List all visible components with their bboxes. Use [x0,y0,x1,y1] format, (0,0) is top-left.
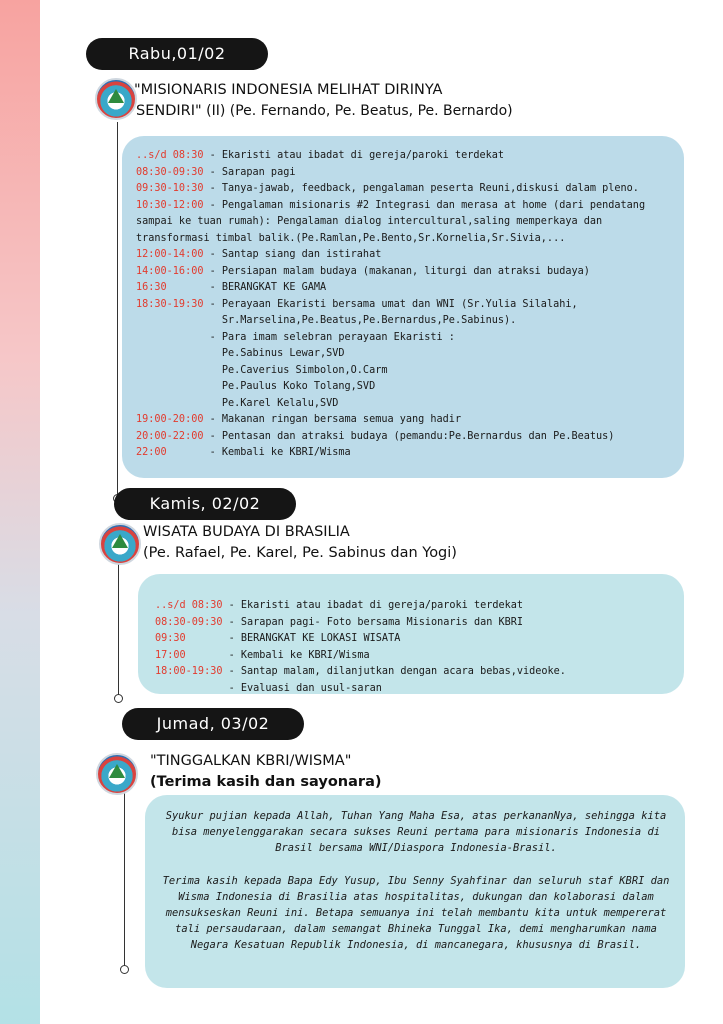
schedule-time: 09:30-10:30 [136,183,204,194]
schedule-description: - Pengalaman misionaris #2 Integrasi dan merasa at home (dari pendatang [203,199,646,211]
schedule-time: 22:00 [136,447,204,458]
schedule-row [136,363,645,380]
schedule-row [136,148,645,165]
day1-presenters: (II) (Pe. Fernando, Pe. Beatus, Pe. Bernardo) [201,103,513,119]
schedule-time [136,396,203,413]
timeline-dot-3 [120,965,129,974]
schedule-row [155,598,566,615]
schedule-row [155,615,566,632]
schedule-row [136,231,645,248]
schedule-time [136,363,203,380]
schedule-row [136,412,645,429]
schedule-row [136,165,645,182]
day3-title-line2: (Terima kasih dan sayonara) [150,774,382,790]
schedule-description: - Sarapan pagi [203,166,296,178]
schedule-time: 12:00-14:00 [136,249,204,260]
day-pill-rabu: Rabu,01/02 [86,38,268,70]
schedule-time [136,379,203,396]
schedule-description: - BERANGKAT KE LOKASI WISATA [222,633,401,644]
schedule-row [155,648,566,665]
closing-message [160,808,672,970]
schedule-row [136,280,645,297]
schedule-description: - Evaluasi dan usul-saran [222,682,382,694]
schedule-time: 17:00 [155,649,223,661]
side-stripe [0,0,40,1024]
schedule-time: 10:30-12:00 [136,199,204,211]
schedule-description: Pe.Paulus Koko Tolang,SVD [203,381,376,392]
closing-paragraph-2: Terima kasih kepada Bapa Edy Yusup, Ibu Senny Syahfinar dan seluruh staf KBRI dan Wisma Indonesia di Brasilia atas hospitalitas, dukungan dan kolaborasi dalam mensukseskan Reuni ini. Betapa semuanya ini telah membantu kita untuk mempererat tali persaudaraan, dalam semangat Bhineka Tunggal Ika, demi mengharumkan nama Negara Kesatuan Republik Indonesia, di mancanegara, khususnya di Brasil. [162,874,670,952]
schedule-description: Pe.Caverius Simbolon,O.Carm [203,364,388,376]
day1-title-line2 [134,101,694,122]
schedule-time: ..s/d 08:30 [155,600,223,611]
schedule-time: 09:30 [155,633,223,644]
day3-title-line1: "TINGGALKAN KBRI/WISMA" [150,753,352,769]
day1-title-main: SENDIRI" [136,103,202,119]
schedule-row [136,445,645,462]
reuni-logo-icon [95,78,137,120]
schedule-description: sampai ke tuan rumah): Pengalaman dialog intercultural,saling memperkaya dan [136,216,603,227]
day2-title-line2: (Pe. Rafael, Pe. Karel, Pe. Sabinus dan Yogi) [143,545,457,561]
schedule-time [136,346,203,363]
schedule-description: - Pentasan dan atraksi budaya (pemandu:Pe.Bernardus dan Pe.Beatus) [203,430,615,442]
schedule-time: 14:00-16:00 [136,265,204,277]
schedule-row [136,330,645,347]
schedule-row [136,181,645,198]
day-pill-jumad: Jumad, 03/02 [122,708,304,740]
schedule-row [136,396,645,413]
day2-heading [143,522,683,564]
schedule-description: - Para imam selebran perayaan Ekaristi : [203,331,455,343]
schedule-description: - Santap siang dan istirahat [203,249,382,260]
schedule-list-rabu [136,148,645,462]
schedule-row [155,681,566,698]
schedule-description: Pe.Karel Kelalu,SVD [203,397,339,409]
schedule-description: - Santap malam, dilanjutkan dengan acara bebas,videoke. [222,666,566,677]
schedule-description: - Perayaan Ekaristi bersama umat dan WNI (Sr.Yulia Silalahi, [203,298,578,310]
schedule-row [136,379,645,396]
schedule-time: 20:00-22:00 [136,430,204,442]
schedule-description: - Persiapan malam budaya (makanan, liturgi dan atraksi budaya) [203,265,590,277]
schedule-time: 16:30 [136,282,204,293]
schedule-row [155,631,566,648]
schedule-time: 18:00-19:30 [155,666,223,677]
schedule-row [136,297,645,314]
schedule-description: transformasi timbal balik.(Pe.Ramlan,Pe.Bento,Sr.Kornelia,Sr.Sivia,... [136,232,566,244]
day-pill-kamis: Kamis, 02/02 [114,488,296,520]
schedule-time [136,313,203,330]
schedule-row [136,247,645,264]
schedule-description: - BERANGKAT KE GAMA [203,282,327,293]
schedule-description: Sr.Marselina,Pe.Beatus,Pe.Bernardus,Pe.Sabinus). [203,315,517,326]
schedule-row [136,264,645,281]
day1-title-line1: "MISIONARIS INDONESIA MELIHAT DIRINYA [134,82,443,98]
day2-title-line1: WISATA BUDAYA DI BRASILIA [143,524,350,540]
schedule-time: 08:30-09:30 [155,616,223,628]
timeline-dot-2 [114,694,123,703]
schedule-description: - Makanan ringan bersama semua yang hadir [203,414,462,425]
schedule-description: - Kembali ke KBRI/Wisma [203,447,351,458]
schedule-row [136,198,645,215]
closing-paragraph-1: Syukur pujian kepada Allah, Tuhan Yang Maha Esa, atas perkananNya, sehingga kita bisa menyelenggarakan secara sukses Reuni pertama para misionaris Indonesia di Brasil bersama WNI/Diaspora Indonesia-Brasil. [165,810,667,855]
schedule-row [136,429,645,446]
day3-heading [150,751,670,793]
schedule-description: - Sarapan pagi- Foto bersama Misionaris dan KBRI [222,616,524,628]
schedule-time: 19:00-20:00 [136,414,204,425]
schedule-time [155,681,222,698]
schedule-row [136,346,645,363]
schedule-time [136,330,203,347]
schedule-description: - Kembali ke KBRI/Wisma [222,649,370,661]
schedule-time: 18:30-19:30 [136,298,204,310]
schedule-time: ..s/d 08:30 [136,150,204,161]
schedule-description: - Tanya-jawab, feedback, pengalaman peserta Reuni,diskusi dalam pleno. [203,183,639,194]
timeline-line-3 [124,786,125,968]
schedule-row [136,214,645,231]
reuni-logo-icon [96,753,138,795]
schedule-time: 08:30-09:30 [136,166,204,178]
schedule-list-kamis [155,598,566,697]
reuni-logo-icon [99,523,141,565]
schedule-description: - Ekaristi atau ibadat di gereja/paroki terdekat [203,150,505,161]
schedule-row [155,664,566,681]
timeline-line-1 [117,122,118,499]
schedule-row [136,313,645,330]
day1-heading [134,80,694,122]
timeline-line-2 [118,562,119,698]
schedule-description: Pe.Sabinus Lewar,SVD [203,348,345,359]
schedule-description: - Ekaristi atau ibadat di gereja/paroki terdekat [222,600,524,611]
